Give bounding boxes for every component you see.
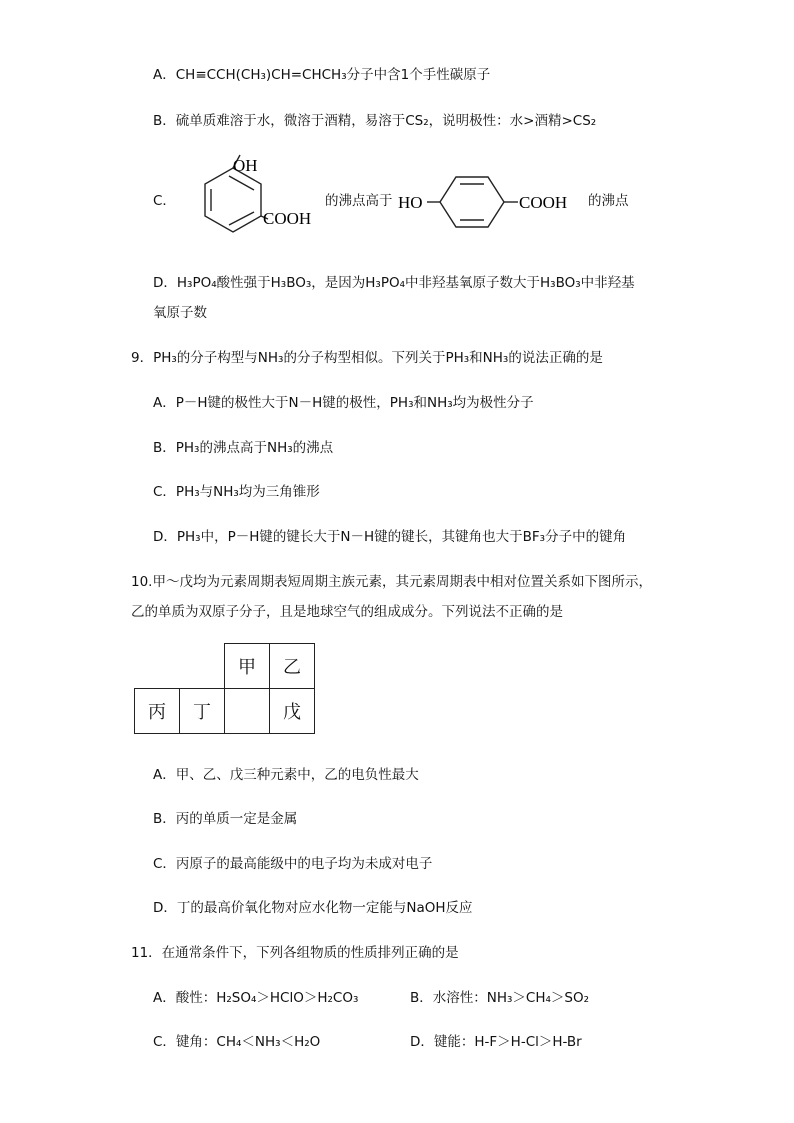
q9-option-d: D．PH₃中，P－H键的键长大于N－H键的键长，其键角也大于BF₃分子中的键角 bbox=[153, 529, 627, 545]
salicylic-acid-structure bbox=[178, 150, 328, 250]
cell-wu: 戊 bbox=[270, 689, 315, 734]
q9-option-a: A．P－H键的极性大于N－H键的极性，PH₃和NH₃均为极性分子 bbox=[153, 395, 534, 411]
carboxyl-group-label: COOH bbox=[263, 209, 312, 228]
cell-jia: 甲 bbox=[225, 644, 270, 689]
cell-bing: 丙 bbox=[135, 689, 180, 734]
q11-stem: 11．在通常条件下，下列各组物质的性质排列正确的是 bbox=[131, 945, 459, 961]
q8-option-c-end-text: 的沸点 bbox=[588, 193, 629, 209]
q8-option-a: A．CH≡CCH(CH₃)CH=CHCH₃分子中含1个手性碳原子 bbox=[153, 67, 491, 83]
q11-option-a: A．酸性：H₂SO₄＞HClO＞H₂CO₃ bbox=[153, 990, 359, 1006]
hydroxyl-group-label: OH bbox=[233, 156, 258, 175]
q10-option-a: A．甲、乙、戊三种元素中，乙的电负性最大 bbox=[153, 767, 419, 783]
q10-option-d: D．丁的最高价氧化物对应水化物一定能与NaOH反应 bbox=[153, 900, 473, 916]
q8-option-c-label: C． bbox=[153, 193, 176, 209]
cell-empty bbox=[225, 689, 270, 734]
hydroxyl-group-label: HO bbox=[398, 193, 423, 212]
cell-yi: 乙 bbox=[270, 644, 315, 689]
q8-option-b: B．硫单质难溶于水，微溶于酒精，易溶于CS₂，说明极性：水>酒精>CS₂ bbox=[153, 113, 597, 129]
q9-option-b: B．PH₃的沸点高于NH₃的沸点 bbox=[153, 440, 334, 456]
q10-option-c: C．丙原子的最高能级中的电子均为未成对电子 bbox=[153, 856, 433, 872]
carboxyl-group-label: COOH bbox=[519, 193, 568, 212]
q9-option-c: C．PH₃与NH₃均为三角锥形 bbox=[153, 484, 320, 500]
cell-ding: 丁 bbox=[180, 689, 225, 734]
q8-option-d-line1: D．H₃PO₄酸性强于H₃BO₃，是因为H₃PO₄中非羟基氧原子数大于H₃BO₃中非羟基 bbox=[153, 275, 635, 291]
q8-option-c-middle-text: 的沸点高于 bbox=[325, 193, 393, 209]
q11-option-d: D．键能：H-F＞H-Cl＞H-Br bbox=[410, 1034, 582, 1050]
q11-option-c: C．键角：CH₄＜NH₃＜H₂O bbox=[153, 1034, 321, 1050]
q10-stem-line1: 10.甲～戊均为元素周期表短周期主族元素，其元素周期表中相对位置关系如下图所示， bbox=[131, 574, 652, 590]
q8-option-d-line2: 氧原子数 bbox=[153, 305, 207, 321]
periodic-table-fragment bbox=[134, 643, 315, 734]
p-hydroxybenzoic-acid-structure bbox=[395, 170, 595, 234]
q11-option-b: B．水溶性：NH₃＞CH₄＞SO₂ bbox=[410, 990, 590, 1006]
q9-stem: 9．PH₃的分子构型与NH₃的分子构型相似。下列关于PH₃和NH₃的说法正确的是 bbox=[131, 350, 603, 366]
q10-option-b: B．丙的单质一定是金属 bbox=[153, 811, 298, 827]
q10-stem-line2: 乙的单质为双原子分子，且是地球空气的组成成分。下列说法不正确的是 bbox=[131, 604, 563, 620]
